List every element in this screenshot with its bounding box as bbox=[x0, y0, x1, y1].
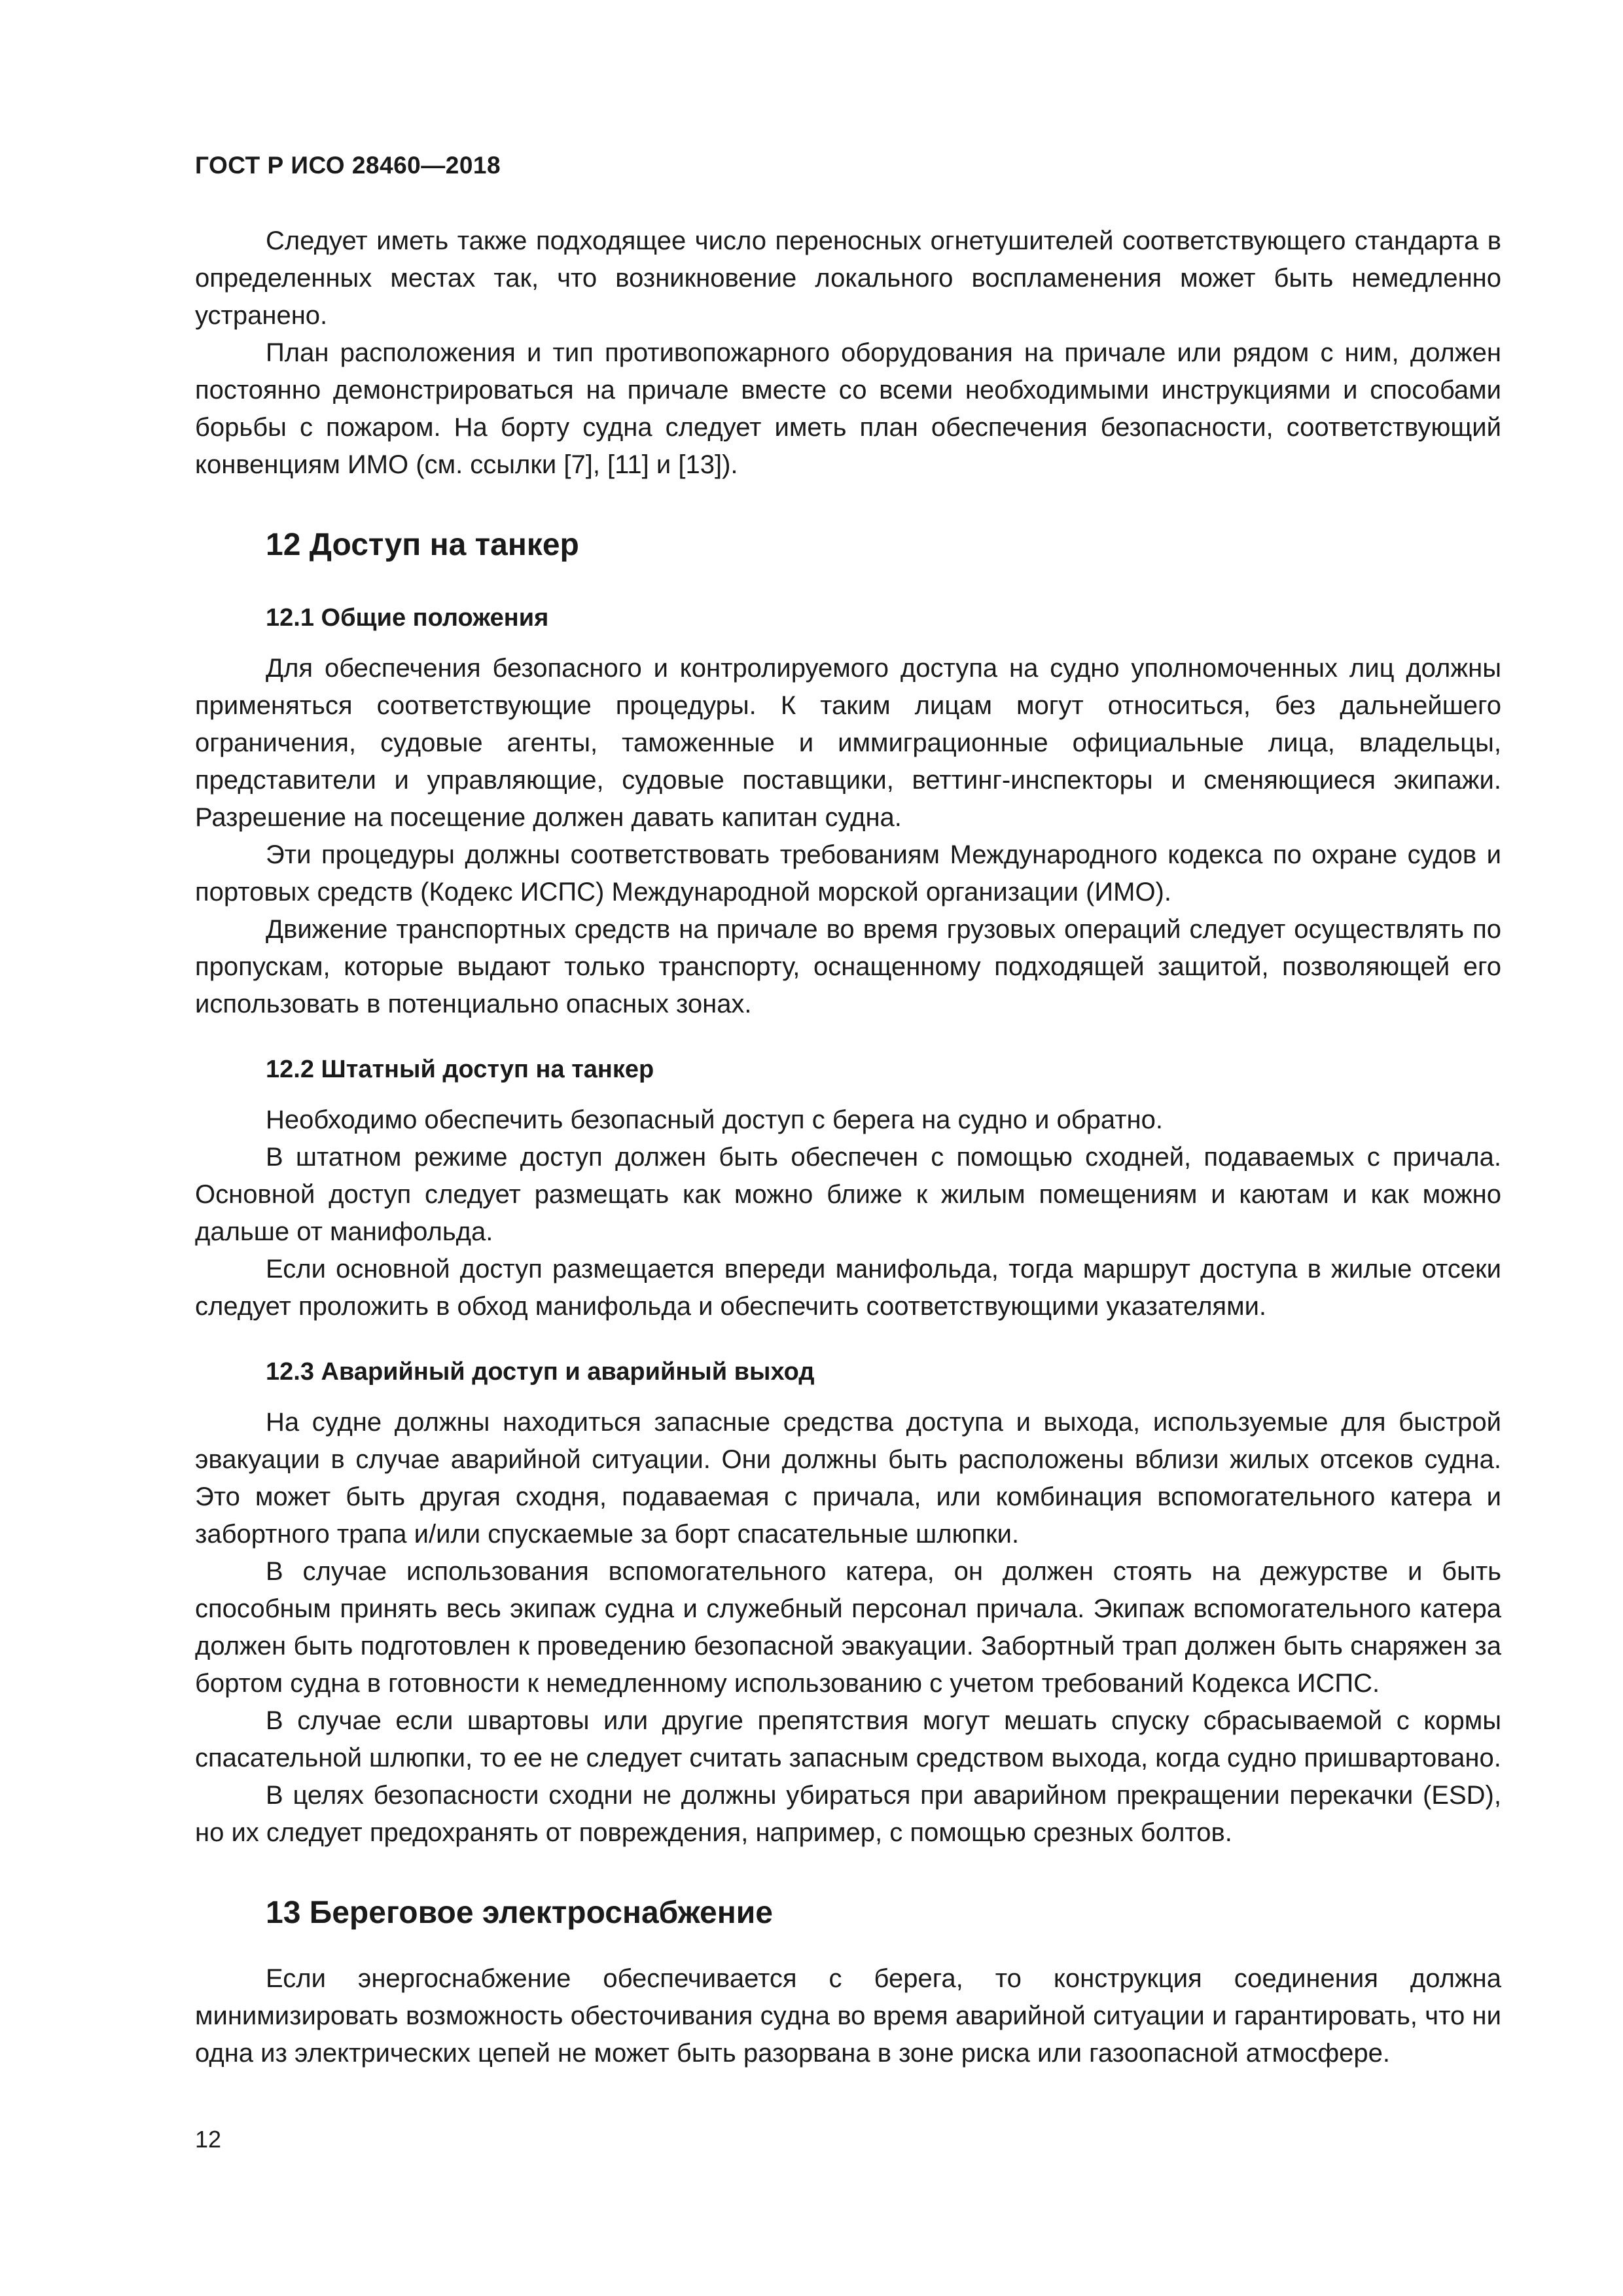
paragraph: План расположения и тип противопожарного оборудования на причале или рядом с ним, должен постоянно демонстрироваться на причале вместе со всеми необходимыми инструкциями и способами борьбы с пожаром. На борту судна следует иметь план обеспечения безопасности, соответствующий конвенциям ИМО (см. ссылки [7], [11] и [13]). bbox=[195, 338, 1501, 479]
paragraph: Если энергоснабжение обеспечивается с берега, то конструкция соединения должна минимизировать возможность обесточивания судна во время аварийной ситуации и гарантировать, что ни одна из электрических цепей не может быть разорвана в зоне риска или газоопасной атмосфере. bbox=[195, 1964, 1501, 2068]
paragraph: Следует иметь также подходящее число переносных огнетушителей соответствующего стандарта в определенных местах так, что возникновение локального воспламенения может быть немедленно устранено. bbox=[195, 226, 1501, 330]
subsection-heading-12-1: 12.1 Общие положения bbox=[266, 604, 549, 632]
paragraph: В штатном режиме доступ должен быть обеспечен с помощью сходней, подаваемых с причала. Основной доступ следует размещать как можно ближе к жилым помещениям и каютам и как можно дальше от манифольда. bbox=[195, 1143, 1501, 1246]
paragraph: Движение транспортных средств на причале во время грузовых операций следует осуществлять по пропускам, которые выдают только транспорту, оснащенному подходящей защитой, позволяющей его использовать в потенциально опасных зонах. bbox=[195, 915, 1501, 1018]
section-heading-13: 13 Береговое электроснабжение bbox=[266, 1895, 773, 1930]
intro-block bbox=[195, 223, 1501, 484]
section-heading-12: 12 Доступ на танкер bbox=[266, 528, 579, 562]
subsection-12-1-body bbox=[195, 650, 1501, 1023]
subsection-12-2-body bbox=[195, 1102, 1501, 1325]
paragraph: В случае если швартовы или другие препятствия могут мешать спуску сбрасываемой с кормы спасательной шлюпки, то ее не следует считать запасным средством выхода, когда судно пришвартовано. bbox=[195, 1706, 1501, 1772]
paragraph: На судне должны находиться запасные средства доступа и выхода, используемые для быстрой эвакуации в случае аварийной ситуации. Они должны быть расположены вблизи жилых отсеков судна. Это может быть другая сходня, подаваемая с причала, или комбинация вспомогательного катера и забортного трапа и/или спускаемые за борт спасательные шлюпки. bbox=[195, 1408, 1501, 1549]
page-number: 12 bbox=[195, 2126, 222, 2153]
subsection-heading-12-2: 12.2 Штатный доступ на танкер bbox=[266, 1056, 654, 1083]
document-body bbox=[195, 223, 1501, 2072]
paragraph: Для обеспечения безопасного и контролируемого доступа на судно уполномоченных лиц должны применяться соответствующие процедуры. К таким лицам могут относиться, без дальнейшего ограничения, судовые агенты, таможенные и иммиграционные официальные лица, владельцы, представители и управляющие, судовые поставщики, веттинг-инспекторы и сменяющиеся экипажи. Разрешение на посещение должен давать капитан судна. bbox=[195, 654, 1501, 832]
section-13-body bbox=[195, 1960, 1501, 2072]
subsection-12-3-body bbox=[195, 1404, 1501, 1852]
paragraph: В случае использования вспомогательного катера, он должен стоять на дежурстве и быть способным принять весь экипаж судна и служебный персонал причала. Экипаж вспомогательного катера должен быть подготовлен к проведению безопасной эвакуации. Забортный трап должен быть снаряжен за бортом судна в готовности к немедленному использованию с учетом требований Кодекса ИСПС. bbox=[195, 1557, 1501, 1698]
paragraph: В целях безопасности сходни не должны убираться при аварийном прекращении перекачки (ESD), но их следует предохранять от повреждения, например, с помощью срезных болтов. bbox=[195, 1781, 1501, 1847]
paragraph: Эти процедуры должны соответствовать требованиям Международного кодекса по охране судов и портовых средств (Кодекс ИСПС) Международной морской организации (ИМО). bbox=[195, 840, 1501, 906]
paragraph: Если основной доступ размещается впереди манифольда, тогда маршрут доступа в жилые отсеки следует проложить в обход манифольда и обеспечить соответствующими указателями. bbox=[195, 1255, 1501, 1321]
paragraph: Необходимо обеспечить безопасный доступ с берега на судно и обратно. bbox=[266, 1105, 1163, 1134]
subsection-heading-12-3: 12.3 Аварийный доступ и аварийный выход bbox=[266, 1358, 815, 1386]
document-code-header: ГОСТ Р ИСО 28460—2018 bbox=[195, 152, 501, 179]
